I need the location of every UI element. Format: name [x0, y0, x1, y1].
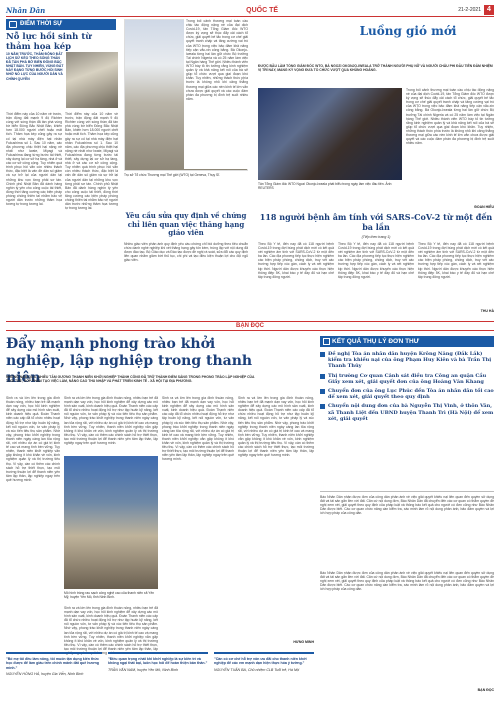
section-title: QUỐC TẾ [246, 6, 279, 14]
article-body-col2: Báo Nhân Dân nhận được đơn của công dân phản ánh về việc giải quyết khiếu nại liên quan đến quyền sử dụng đất và tài sản gắn liền với đất. Căn cứ nội dung đơn, Báo Nhân Dân đã chuyển đến các cơ quan có thẩm quyền đề nghị xem xét, giải quyết theo quy định của pháp luật và thông báo kết quả cho người có đơn cũng như Báo Nhân Dân được biết. Các cơ quan chức năng cần kiểm tra, xác minh làm rõ nội dung phản ánh, bảo đảm quyền và lợi ích hợp pháp của công dân. [320, 571, 494, 592]
article-body-col2: Sinh ra và lớn lên trong gia đình thuần nông, nhiều bạn trẻ đã mạnh dạn vay vốn, học hỏi kinh nghiệm để xây dựng các mô hình sản xuất, kinh doanh hiệu quả. Đoàn Thanh niên các cấp đã tổ chức nhiều hoạt động hỗ trợ như tập huấn kỹ năng, kết nối nguồn vốn, tư vấn pháp lý và xúc tiến tiêu thụ sản phẩm. Nhờ vậy, phong trào khởi nghiệp trong thanh niên ngày càng lan tỏa rộng rãi, với nhiều dự án có giá trị kinh tế cao và mang tính bền vững. Tuy nhiên, thanh niên khởi nghiệp vẫn gặp không ít khó khăn về vốn, kinh nghiệm quản lý và thị trường tiêu thụ. Vì vậy, cần có thêm các chính sách hỗ trợ thiết thực, tạo môi trường thuận lợi để thanh niên yên tâm lập thân, lập nghiệp ngay trên quê hương mình. [64, 396, 158, 446]
checkbox-icon [323, 338, 330, 345]
article-title: 118 người bệnh âm tính với SARS-CoV-2 từ một đến ba lần [259, 212, 493, 232]
bullet-icon [320, 374, 325, 379]
article-body: Sinh ra và lớn lên trong gia đình thuần nông, nhiều bạn trẻ đã mạnh dạn vay vốn, học hỏi kinh nghiệm để xây dựng các mô hình sản xuất, kinh doanh hiệu quả. Đoàn Thanh niên các cấp đã tổ chức nhiều hoạt động hỗ trợ như tập huấn kỹ năng, kết nối nguồn vốn, tư vấn pháp lý và xúc tiến tiêu thụ sản phẩm. Nhờ vậy, phong trào khởi nghiệp trong thanh niên ngày càng lan tỏa rộng rãi, với nhiều dự án có giá trị kinh tế cao và mang tính bền vững. Tuy nhiên, thanh niên khởi nghiệp vẫn gặp không ít khó khăn về vốn, kinh nghiệm quản lý và thị trường tiêu thụ. Vì vậy, cần có thêm các chính sách hỗ trợ thiết thực, tạo môi trường thuận lợi để thanh niên yên tâm lập thân, lập nghiệp ngay trên quê hương mình. [6, 396, 60, 482]
newspaper-page [6, 4, 494, 699]
quote-author: TRẦN VĂN NAM, huyện Yên Mô, Ninh Bình [108, 667, 179, 672]
article-body-col2: Thời điểm này của 10 năm về trước, trận động đất mạnh 9 độ Richter cùng với sóng thần đã tàn phá vùng bờ biển Đông Bắc Nhật Bản, khiến hơn 18.000 người chết hoặc mất tích. Thảm họa kép cũng gây ra sự cố tại nhà máy điện hạt nhân Fukushima số 1. Sau 10 năm, các địa phương chịu thiệt hại nặng nề nhất như Iwate, Miyagi và Fukushima đang từng bước tái thiết, xây dựng lại cơ sở hạ tầng, nhà ở và các cơ sở công cộng. Tuy nhiên quá trình phục hồi vẫn còn nhiều thách thức, đặc biệt là vấn đề dân số giảm và sự trở lại của người dân tại những khu vực từng phải sơ tán. Chính phủ Nhật Bản đã dành hàng nghìn tỷ yên cho công cuộc tái thiết, đồng thời tăng cường các biện pháp phòng chống thiên tai nhằm bảo vệ người dân trước những thảm họa tương tự trong tương lai. [65, 112, 118, 211]
reader-quote [108, 652, 208, 694]
article-body-col2: Theo Bộ Y tế, đến nay đã có 118 người bệnh Covid-19 trong đợt bùng phát dịch mới có kết quả xét nghiệm âm tính với SARS-CoV-2 từ một đến ba lần. Các địa phương tiếp tục thực hiện nghiêm các biện pháp phòng, chống dịch, truy vết các trường hợp tiếp xúc gần, cách ly và xét nghiệm kịp thời. Người dân được khuyến cáo thực hiện thông điệp 5K, khai báo y tế đầy đủ và hạn chế tập trung đông người. [338, 242, 414, 279]
quote-text: "Bố mẹ tôi đều làm nông, tôi muốn tận dụng kiến thức học được để làm giàu trên chính mảnh đất quê hương mình." [6, 657, 99, 670]
author: HƯNG MINH [293, 640, 314, 644]
list-item-text: Đề nghị Tòa án nhân dân huyện Krông Năng (Đắk Lắk) kiểm tra khiếu nại của ông Phạm Huy Kiên và bà Trần Thị Thanh Thủy [328, 351, 492, 370]
article-body-col2: Trong bối cảnh thương mại toàn cầu chịu tác động nặng nề của đại dịch Covid-19, tân Tổng Giám đốc WTO được kỳ vọng sẽ thúc đẩy cải cách tổ chức, giải quyết bế tắc trong cơ chế giải quyết tranh chấp và tăng cường vai trò của WTO trong việc bảo đảm khả năng tiếp cận vắc-xin công bằng. Bà Okonjo-Iweala từng hai lần giữ chức Bộ trưởng Tài chính Nigeria và có 25 năm làm việc tại Ngân hàng Thế giới. Nhiều thành viên WTO bày tỏ tin tưởng rằng kinh nghiệm quản lý và khả năng kết nối của bà sẽ giúp tổ chức vượt qua giai đoạn khó khăn. Tuy nhiên, những thách thức phía trước là không nhỏ khi căng thẳng thương mại giữa các nền kinh tế lớn vẫn chưa được giải quyết và các cuộc đàm phán đa phương bị đình trệ suốt nhiều năm. [406, 88, 494, 146]
bullet-icon [320, 352, 325, 357]
list-item [320, 403, 494, 422]
article-title: Luồng gió mới [359, 24, 457, 38]
diem-thoi-su-label: ĐIỂM THỜI SỰ [20, 21, 63, 27]
article-body-col5: Sinh ra và lớn lên trong gia đình thuần nông, nhiều bạn trẻ đã mạnh dạn vay vốn, học hỏi kinh nghiệm để xây dựng các mô hình sản xuất, kinh doanh hiệu quả. Đoàn Thanh niên các cấp đã tổ chức nhiều hoạt động hỗ trợ như tập huấn kỹ năng, kết nối nguồn vốn, tư vấn pháp lý và xúc tiến tiêu thụ sản phẩm. Nhờ vậy, phong trào khởi nghiệp trong thanh niên ngày càng lan tỏa rộng rãi, với nhiều dự án có giá trị kinh tế cao và mang tính bền vững. Tuy nhiên, thanh niên khởi nghiệp vẫn gặp không ít khó khăn về vốn, kinh nghiệm quản lý và thị trường tiêu thụ. Vì vậy, cần có thêm các chính sách hỗ trợ thiết thực, tạo môi trường thuận lợi để thanh niên yên tâm lập thân, lập nghiệp ngay trên quê hương mình. [238, 396, 314, 458]
article-body: Báo Nhân Dân nhận được đơn của công dân phản ánh về việc giải quyết khiếu nại liên quan đến quyền sử dụng đất và tài sản gắn liền với đất. Căn cứ nội dung đơn, Báo Nhân Dân đã chuyển đến các cơ quan có thẩm quyền đề nghị xem xét, giải quyết theo quy định của pháp luật và thông báo kết quả cho người có đơn cũng như Báo Nhân Dân được biết. Các cơ quan chức năng cần kiểm tra, xác minh làm rõ nội dung phản ánh, bảo đảm quyền và lợi ích hợp pháp của công dân. [320, 495, 494, 516]
author: ĐOAN HIẾU [474, 205, 494, 209]
article-body: Trong bối cảnh thương mại toàn cầu chịu tác động nặng nề của đại dịch Covid-19, tân Tổng Giám đốc WTO được kỳ vọng sẽ thúc đẩy cải cách tổ chức, giải quyết bế tắc trong cơ chế giải quyết tranh chấp và tăng cường vai trò của WTO trong việc bảo đảm khả năng tiếp cận vắc-xin công bằng. Bà Okonjo-Iweala từng hai lần giữ chức Bộ trưởng Tài chính Nigeria và có 25 năm làm việc tại Ngân hàng Thế giới. Nhiều thành viên WTO bày tỏ tin tưởng rằng kinh nghiệm quản lý và khả năng kết nối của bà sẽ giúp tổ chức vượt qua giai đoạn khó khăn. Tuy nhiên, những thách thức phía trước là không nhỏ khi căng thẳng thương mại giữa các nền kinh tế lớn vẫn chưa được giải quyết và các cuộc đàm phán đa phương bị đình trệ suốt nhiều năm. [184, 19, 248, 169]
tv-icon [9, 21, 17, 28]
wto-director-photo [258, 88, 402, 180]
result-list [320, 351, 494, 425]
list-item [320, 373, 494, 385]
article-body: Thời điểm này của 10 năm về trước, trận động đất mạnh 9 độ Richter cùng với sóng thần đã tàn phá vùng bờ biển Đông Bắc Nhật Bản, khiến hơn 18.000 người chết hoặc mất tích. Thảm họa kép cũng gây ra sự cố tại nhà máy điện hạt nhân Fukushima số 1. Sau 10 năm, các địa phương chịu thiệt hại nặng nề nhất như Iwate, Miyagi và Fukushima đang từng bước tái thiết, xây dựng lại cơ sở hạ tầng, nhà ở và các cơ sở công cộng. Tuy nhiên quá trình phục hồi vẫn còn nhiều thách thức, đặc biệt là vấn đề dân số giảm và sự trở lại của người dân tại những khu vực từng phải sơ tán. Chính phủ Nhật Bản đã dành hàng nghìn tỷ yên cho công cuộc tái thiết, đồng thời tăng cường các biện pháp phòng chống thiên tai nhằm bảo vệ người dân trước những thảm họa tương tự trong tương lai. [6, 112, 62, 207]
divider [320, 491, 494, 492]
article-title: Yêu cầu sửa quy định về chứng chỉ liên quan việc thăng hạng giáo viên [125, 211, 247, 237]
article-body-col4: Sinh ra và lớn lên trong gia đình thuần nông, nhiều bạn trẻ đã mạnh dạn vay vốn, học hỏi kinh nghiệm để xây dựng các mô hình sản xuất, kinh doanh hiệu quả. Đoàn Thanh niên các cấp đã tổ chức nhiều hoạt động hỗ trợ như tập huấn kỹ năng, kết nối nguồn vốn, tư vấn pháp lý và xúc tiến tiêu thụ sản phẩm. Nhờ vậy, phong trào khởi nghiệp trong thanh niên ngày càng lan tỏa rộng rãi, với nhiều dự án có giá trị kinh tế cao và mang tính bền vững. Tuy nhiên, thanh niên khởi nghiệp vẫn gặp không ít khó khăn về vốn, kinh nghiệm quản lý và thị trường tiêu thụ. Vì vậy, cần có thêm các chính sách hỗ trợ thiết thực, tạo môi trường thuận lợi để thanh niên yên tâm lập thân, lập nghiệp ngay trên quê hương mình. [162, 396, 234, 462]
startup-farm-photo [64, 456, 158, 589]
list-item-text: Chuyển đơn của ông Lục Phúc đến Tòa án nhân dân tối cao để xem xét, giải quyết theo quy định [328, 388, 494, 401]
article-title: Đẩy mạnh phong trào khởi nghiệp, lập nghiệp trong thanh niên [6, 336, 253, 386]
photo-caption: Tân Tổng Giám đốc WTO Ngozi Okonjo-Iweala phát biểu trong ngày làm việc đầu tiên. Ảnh: REUTERS [258, 182, 393, 190]
reader-quote [6, 652, 102, 694]
photo-caption: Trụ sở Tổ chức Thương mại Thế giới (WTO) tại Geneva, Thụy Sĩ. [124, 173, 221, 177]
diem-thoi-su-tag [6, 19, 116, 30]
article-body-col3: Sinh ra và lớn lên trong gia đình thuần nông, nhiều bạn trẻ đã mạnh dạn vay vốn, học hỏi kinh nghiệm để xây dựng các mô hình sản xuất, kinh doanh hiệu quả. Đoàn Thanh niên các cấp đã tổ chức nhiều hoạt động hỗ trợ như tập huấn kỹ năng, kết nối nguồn vốn, tư vấn pháp lý và xúc tiến tiêu thụ sản phẩm. Nhờ vậy, phong trào khởi nghiệp trong thanh niên ngày càng lan tỏa rộng rãi, với nhiều dự án có giá trị kinh tế cao và mang tính bền vững. Tuy nhiên, thanh niên khởi nghiệp vẫn gặp không ít khó khăn về vốn, kinh nghiệm quản lý và thị trường tiêu thụ. Vì vậy, cần có thêm các chính sách hỗ trợ thiết thực, tạo môi trường thuận lợi để thanh niên yên tâm lập thân, lập nghiệp ngay trên quê hương mình. [64, 606, 158, 656]
bullet-icon [320, 389, 325, 394]
article-body: Nhiều giáo viên phản ánh quy định yêu cầu chứng chỉ bồi dưỡng theo tiêu chuẩn chức danh nghề nghiệp khi xét thăng hạng gây tốn kém, trùng lặp với nội dung đã được đào tạo. Bộ Giáo dục và Đào tạo được đề nghị rà soát, sửa đổi các quy định liên quan nhằm giảm bớt thủ tục, chi phí và tạo điều kiện thuận lợi cho đội ngũ giáo viên. [124, 242, 248, 263]
masthead [6, 4, 494, 17]
article-photo [66, 52, 118, 108]
list-item [320, 351, 494, 370]
page-number: 4 [484, 5, 494, 15]
author: THU HÀ [480, 309, 494, 313]
article-subtitle: (Tiếp theo trang 1) [361, 235, 391, 239]
author: BẠN ĐỌC [477, 688, 494, 692]
quote-author: NGUYỄN HỒNG HÀ, huyện Gia Viễn, Ninh Bình [6, 672, 84, 677]
article-title: Nỗ lực hồi sinh từ thảm họa kép [6, 32, 92, 52]
list-item-text: Chuyển nội dung đơn của bà Nguyễn Thị Vinh, ở thôn Vân, xã Thanh Liệt đến UBND huyện Thanh Trì (Hà Nội) để xem xét, giải quyết [328, 403, 494, 422]
list-item [320, 388, 494, 400]
bullet-icon [320, 404, 325, 409]
result-box-title: KẾT QUẢ THỤ LÝ ĐƠN THƯ [332, 338, 420, 345]
quote-author: NGUYỄN TUẤN BA, Chủ nhiệm CLB Tuổi trẻ, Hà Nội [214, 667, 300, 672]
result-box-header [320, 336, 494, 347]
quote-text: "Cần có cơ chế hỗ trợ vốn ưu đãi cho thanh niên khởi nghiệp để các em mạnh dạn hiện thực hóa ý tưởng." [214, 657, 307, 666]
article-lead: NHỮNG NĂM QUA, NHIỀU TẤM GƯƠNG THANH NIÊN KHỞI NGHIỆP THÀNH CÔNG ĐÃ TRỞ THÀNH ĐIỂM SÁNG TRONG PHONG TRÀO LẬP NGHIỆP CỦA TUỔI TRẺ, GÓP PHẦN TẠO VIỆC LÀM, NÂNG CAO THU NHẬP VÀ PHÁT TRIỂN KINH TẾ - XÃ HỘI TẠI ĐỊA PHƯƠNG. [6, 375, 255, 384]
newspaper-logo: Nhân Dân [6, 5, 46, 15]
reader-quote [214, 652, 314, 694]
article-lead: ĐƯỢC BẦU LÀM TỔNG GIÁM ĐỐC WTO, BÀ NGOZI OKONJO-IWEALA TRỞ THÀNH NGƯỜI PHỤ NỮ VÀ NGƯỜI CHÂU PHI ĐẦU TIÊN ĐẢM NHIỆM VỊ TRÍ NÀY, MANG KỲ VỌNG ĐƯA TỔ CHỨC VƯỢT QUA KHỦNG HOẢNG. [258, 64, 493, 73]
section-label: BẠN ĐỌC [221, 322, 279, 330]
article-body: Theo Bộ Y tế, đến nay đã có 118 người bệnh Covid-19 trong đợt bùng phát dịch mới có kết quả xét nghiệm âm tính với SARS-CoV-2 từ một đến ba lần. Các địa phương tiếp tục thực hiện nghiêm các biện pháp phòng, chống dịch, truy vết các trường hợp tiếp xúc gần, cách ly và xét nghiệm kịp thời. Người dân được khuyến cáo thực hiện thông điệp 5K, khai báo y tế đầy đủ và hạn chế tập trung đông người. [258, 242, 334, 279]
issue-date: 21-2-2021 [458, 7, 481, 13]
list-item-text: Thị trường Cơ quan Cảnh sát điều tra Công an quận Cầu Giấy xem xét, giải quyết đơn của ông Hoàng Văn Khang [328, 372, 487, 385]
photo-caption: Mô hình trồng rau sạch công nghệ cao của thanh niên xã Yên Mỹ, huyện Yên Mô, tỉnh Ninh Bình. [64, 591, 155, 599]
article-body-col3: Theo Bộ Y tế, đến nay đã có 118 người bệnh Covid-19 trong đợt bùng phát dịch mới có kết quả xét nghiệm âm tính với SARS-CoV-2 từ một đến ba lần. Các địa phương tiếp tục thực hiện nghiêm các biện pháp phòng, chống dịch, truy vết các trường hợp tiếp xúc gần, cách ly và xét nghiệm kịp thời. Người dân được khuyến cáo thực hiện thông điệp 5K, khai báo y tế đầy đủ và hạn chế tập trung đông người. [418, 242, 494, 279]
quote-text: "Điều quan trọng nhất khi khởi nghiệp là sự kiên trì và không ngại thất bại, luôn học hỏi để hoàn thiện bản thân." [108, 657, 208, 666]
article-lead: 10 NĂM TRƯỚC, THẢM ĐỘNG ĐẤT LỊCH SỬ KÈO THEO SÓNG THẦN ĐÃ TÀN PHÁ BỜ BIỂN ĐÔNG BẮC NHẬT BẢN. TUY NHIÊN, VÙNG ĐẤT NÀY ĐANG TỪNG BƯỚC HỒI SINH NHỜ NỖ LỰC CỦA NGƯỜI DÂN VÀ CHÍNH QUYỀN [6, 52, 64, 81]
